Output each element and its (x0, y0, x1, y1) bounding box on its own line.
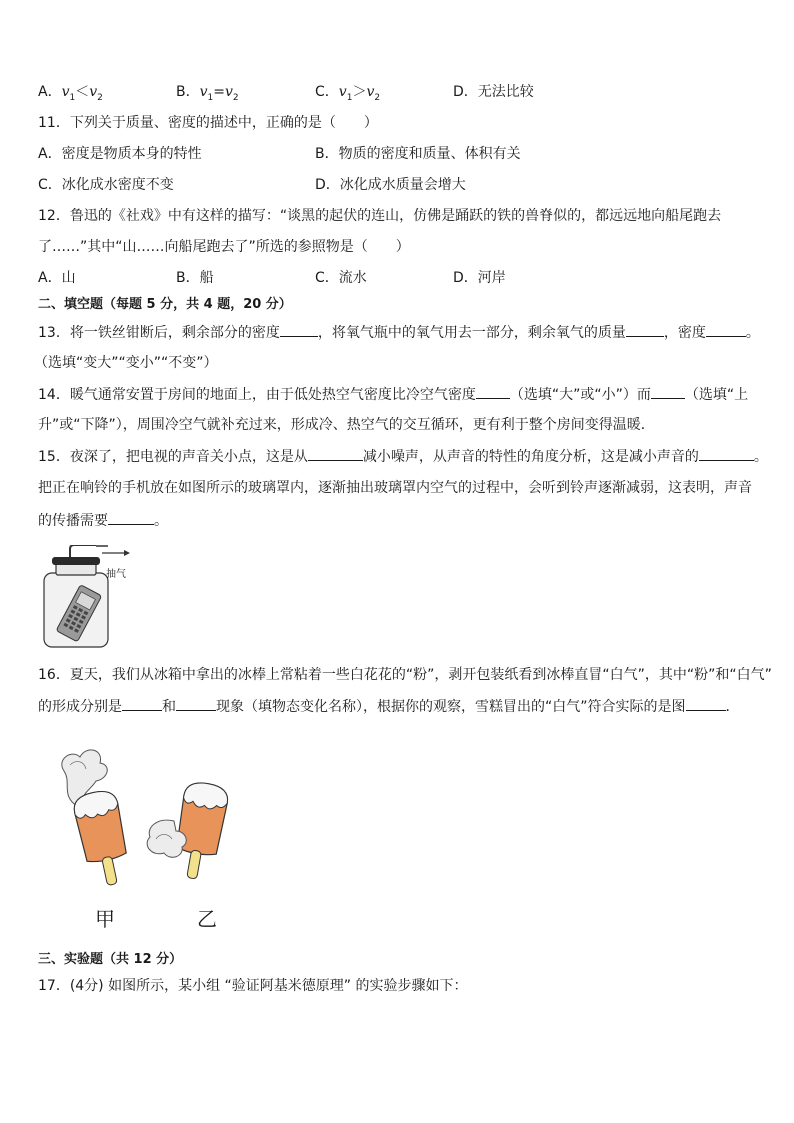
q16-blank-3[interactable] (686, 696, 726, 711)
q15-line2: 把正在响铃的手机放在如图所示的玻璃罩内，逐渐抽出玻璃罩内空气的过程中，会听到铃声逐渐减弱，这表明，声音 (38, 480, 752, 496)
q16-blank-2[interactable] (176, 696, 216, 711)
q12-option-a: A．山 (38, 270, 76, 286)
q12-stem-line2: 了……”其中“山……向船尾跑去了”所选的参照物是（ ） (38, 239, 410, 255)
q12-option-d: D．河岸 (453, 270, 506, 286)
q13-blank-3[interactable] (706, 322, 746, 337)
q10-option-d: D．无法比较 (453, 84, 534, 100)
popsicle-figure (50, 735, 250, 895)
q10-option-c: C．$v_1>v_2$ (315, 84, 381, 103)
q15-blank-3[interactable] (108, 510, 154, 525)
q17-stem: 17．(4分) 如图所示，某小组 “验证阿基米德原理” 的实验步骤如下： (38, 978, 468, 994)
q14-blank-2[interactable] (651, 384, 685, 399)
q14-blank-1[interactable] (476, 384, 510, 399)
q11-option-c: C．冰化成水密度不变 (38, 177, 174, 193)
q10-option-b: B．$v_1=v_2$ (176, 84, 239, 103)
q14-line2: 升”或“下降”），周围冷空气就补充过来，形成冷、热空气的交互循环，更有利于整个房间变得温暖． (38, 417, 655, 433)
q10-option-a: A．$v_1<v_2$ (38, 84, 103, 103)
q15-blank-1[interactable] (308, 446, 363, 461)
q16-blank-1[interactable] (122, 696, 162, 711)
q15-line1: 15．夜深了，把电视的声音关小点，这是从 减小噪声，从声音的特性的角度分析，这是减小声音的 。 (38, 446, 768, 467)
q16-line1: 16．夏天，我们从冰箱中拿出的冰棒上常粘着一些白花花的“粉”，剥开包装纸看到冰棒直冒“白气”，其中“粉”和“白气” (38, 667, 772, 683)
bell-jar-figure (40, 545, 130, 650)
q11-option-a: A．密度是物质本身的特性 (38, 146, 202, 162)
q13-blank-1[interactable] (280, 322, 318, 337)
q12-option-c: C．流水 (315, 270, 367, 286)
q11-option-b: B．物质的密度和质量、体积有关 (315, 146, 521, 162)
pump-label: 抽气 (106, 569, 126, 580)
q12-option-b: B．船 (176, 270, 214, 286)
q11-stem: 11．下列关于质量、密度的描述中，正确的是（ ） (38, 115, 378, 131)
q12-stem-line1: 12．鲁迅的《社戏》中有这样的描写：“谈黑的起伏的连山，仿佛是踊跃的铁的兽脊似的，都远远地向船尾跑去 (38, 208, 722, 224)
q13-line2: （选填“变大”“变小”“不变”） (34, 355, 218, 371)
q13-blank-2[interactable] (626, 322, 664, 337)
figure-label-jia: 甲 (95, 907, 115, 931)
q15-line3: 的传播需要 。 (38, 510, 168, 531)
q11-option-d: D．冰化成水质量会增大 (315, 177, 466, 193)
q15-blank-2[interactable] (699, 446, 754, 461)
q13-line1: 13．将一铁丝钳断后，剩余部分的密度 ，将氧气瓶中的氧气用去一部分，剩余氧气的质量 ，密度 。 (38, 322, 760, 343)
q16-line2: 的形成分别是 和 现象（填物态变化名称），根据你的观察，雪糕冒出的“白气”符合实际的是图 ． (38, 696, 740, 717)
section-title-experiment: 三、实验题（共 12 分） (38, 952, 183, 967)
figure-label-yi: 乙 (197, 907, 217, 931)
section-title-fill-in: 二、填空题（每题 5 分，共 4 题，20 分） (38, 297, 292, 312)
q14-line1: 14．暖气通常安置于房间的地面上，由于低处热空气密度比冷空气密度 （选填“大”或“小”）而 （选填“上 (38, 384, 748, 405)
